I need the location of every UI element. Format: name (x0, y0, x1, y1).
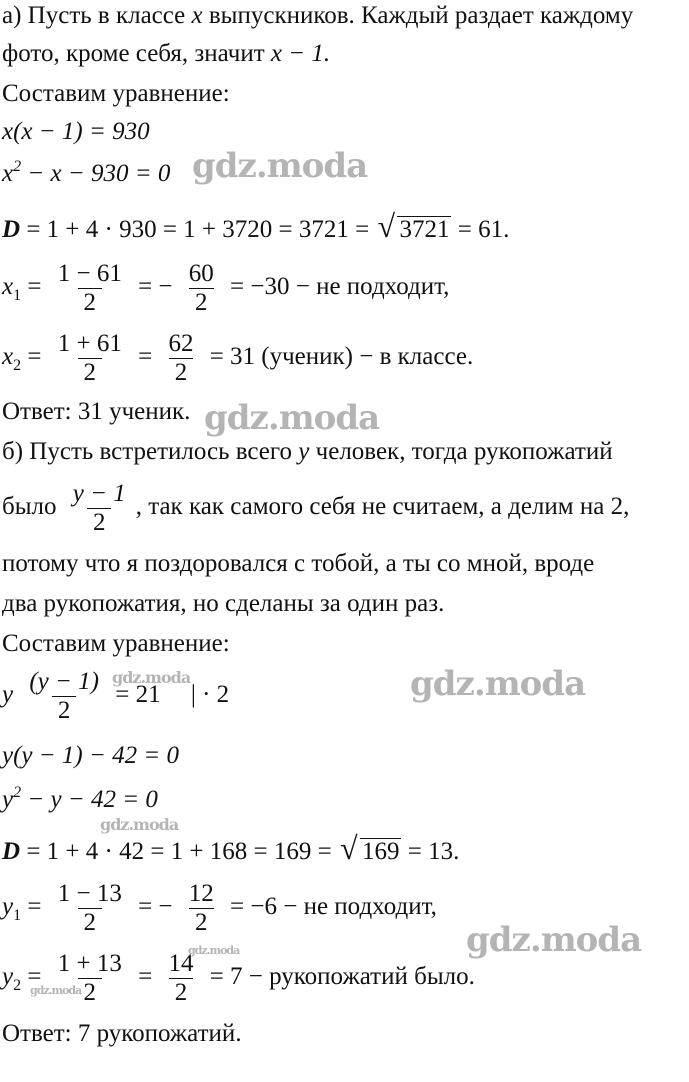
equation (2, 118, 150, 146)
text-line (2, 438, 613, 466)
text: человек, тогда рукопожатий (315, 438, 613, 465)
subscript: 2 (13, 357, 22, 375)
text: б) Пусть встретилось всего (2, 438, 293, 465)
fraction (52, 950, 128, 1007)
fraction (162, 950, 199, 1007)
root-x1-line: $x_1$ = $\frac{1 - 61}{2}$ = − $\frac{60}{2}$ = −30 − не подходит, (2, 260, 450, 316)
denominator: 2 (78, 288, 103, 317)
root-y2-line: $y_2$ = $\frac{1 + 13}{2}$ = $\frac{14}{2}$ = 7 − рукопожатий было. (2, 950, 475, 1006)
text: потому что я поздоровался с тобой, а ты со мной, вроде (2, 550, 595, 577)
discriminant-line (2, 208, 510, 244)
text: а) Пусть в классе (2, 2, 186, 29)
subscript: 2 (13, 977, 22, 995)
radicand: 169 (361, 838, 400, 865)
operator: = − (138, 273, 173, 301)
fraction (183, 880, 220, 937)
square-root (339, 830, 402, 866)
exponent: 2 (13, 784, 22, 801)
compose-heading (2, 630, 230, 658)
compose-heading (2, 80, 230, 108)
text: фото, кроме себя, значит (2, 40, 265, 67)
multiplier: | · 2 (190, 681, 230, 709)
equation (2, 786, 158, 814)
denominator: 2 (78, 978, 103, 1007)
equation-text: y(y − 1) − 42 = 0 (2, 742, 179, 769)
numerator: 62 (168, 330, 194, 357)
fraction (52, 880, 128, 937)
text: , так как самого себя не считаем, а делим на 2, (135, 493, 630, 521)
answer-b (2, 1020, 242, 1048)
variable: y (2, 893, 14, 921)
equation-text: = 13. (407, 838, 460, 865)
fraction (162, 330, 199, 387)
denominator: 2 (78, 908, 103, 937)
fraction (52, 260, 128, 317)
text: Составим уравнение: (2, 630, 230, 657)
variable: x (191, 2, 203, 29)
fraction (52, 330, 128, 387)
numerator: 1 + 61 (57, 330, 122, 357)
radicand: 3721 (399, 216, 450, 243)
numerator: 12 (188, 880, 214, 907)
fraction (67, 480, 132, 537)
watermark-logo: gdz.moda (192, 146, 368, 186)
equation-text: x(x − 1) = 930 (2, 118, 150, 145)
equation-text: = 61. (457, 216, 510, 243)
discriminant-line (2, 830, 460, 866)
subscript: 1 (13, 907, 22, 925)
text: Составим уравнение: (2, 80, 230, 107)
variable: y (298, 438, 310, 465)
square-root (377, 208, 451, 244)
denominator: 2 (169, 978, 194, 1007)
watermark-logo: gdz.moda (204, 398, 380, 438)
variable: x (2, 273, 14, 301)
equation-text: = 21 (115, 681, 161, 709)
numerator: (y − 1) (29, 668, 99, 695)
exponent: 2 (13, 158, 22, 175)
denominator: 2 (78, 358, 103, 387)
equation (2, 160, 170, 188)
variable: y (2, 681, 14, 709)
text-line (2, 550, 594, 578)
subscript: 1 (13, 287, 22, 305)
variable: y (2, 786, 14, 813)
radical-icon: √ (377, 208, 396, 244)
text-line (2, 480, 629, 537)
text-line (2, 40, 330, 68)
numerator: y − 1 (72, 480, 126, 507)
equation-text: − y − 42 = 0 (27, 786, 158, 813)
text-line (2, 590, 444, 618)
text-line (2, 2, 633, 30)
watermark-logo: gdz.moda (112, 668, 191, 687)
fraction (183, 260, 220, 317)
denominator: 2 (189, 288, 214, 317)
watermark-logo: gdz.moda (466, 920, 642, 960)
discriminant-label: D (2, 216, 21, 243)
variable: y (2, 963, 14, 991)
discriminant-label: D (2, 838, 21, 865)
equation-text: = 1 + 4 · 930 = 1 + 3720 = 3721 = (26, 216, 370, 243)
equation (2, 742, 179, 770)
root-x2-line: $x_2$ = $\frac{1 + 61}{2}$ = $\frac{62}{2}$ = 31 (ученик) − в классе. (2, 330, 474, 386)
denominator: 2 (52, 696, 77, 725)
equation-text: = 1 + 4 · 42 = 1 + 168 = 169 = (26, 838, 332, 865)
answer-text: Ответ: 31 ученик. (2, 398, 191, 425)
equation-text: = −6 − не подходит, (230, 893, 437, 921)
denominator: 2 (169, 358, 194, 387)
numerator: 1 − 61 (57, 260, 122, 287)
watermark-logo: gdz.moda (188, 944, 240, 957)
fraction (23, 668, 105, 725)
denominator: 2 (189, 908, 214, 937)
answer-text: Ответ: 7 рукопожатий. (2, 1020, 242, 1047)
numerator: 1 + 13 (57, 950, 122, 977)
radical-icon: √ (339, 830, 358, 866)
numerator: 1 − 13 (57, 880, 122, 907)
equation-text: = 31 (ученик) − в классе. (209, 343, 474, 371)
equation-text: − x − 930 = 0 (27, 160, 171, 187)
watermark-logo: gdz.moda (410, 664, 586, 704)
text: два рукопожатия, но сделаны за один раз. (2, 590, 445, 617)
variable: x (2, 160, 14, 187)
watermark-logo: gdz.moda (100, 815, 179, 834)
text: выпускников. Каждый раздает каждому (208, 2, 634, 29)
text: было (2, 493, 57, 521)
root-y1-line: $y_1$ = $\frac{1 - 13}{2}$ = − $\frac{12}{2}$ = −6 − не подходит, (2, 880, 437, 936)
numerator: 60 (188, 260, 214, 287)
watermark-logo: gdz.moda (30, 984, 82, 997)
denominator: 2 (87, 508, 112, 537)
answer-a (2, 398, 190, 426)
numerator: 14 (168, 950, 194, 977)
variable: x (2, 343, 14, 371)
operator: = − (138, 893, 173, 921)
equation-text: = −30 − не подходит, (230, 273, 450, 301)
equation-text: = 7 − рукопожатий было. (209, 963, 475, 991)
expression: x − 1. (270, 40, 331, 67)
